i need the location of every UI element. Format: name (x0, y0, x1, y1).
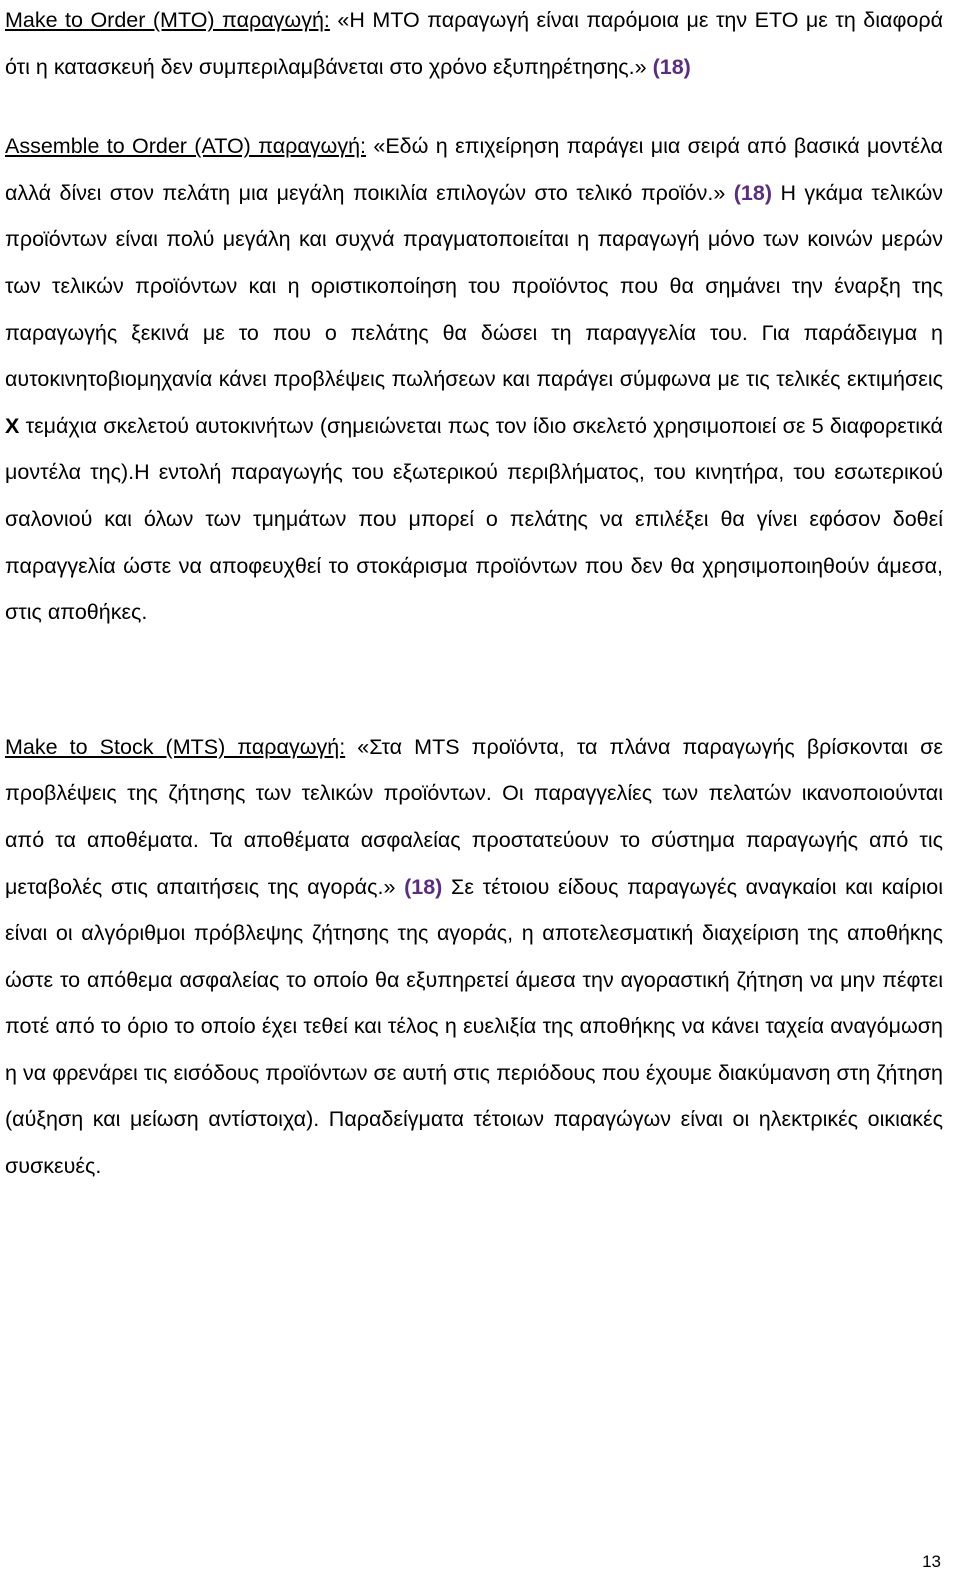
variable-x: Χ (5, 413, 20, 438)
body-ato-part2: τεμάχια σκελετού αυτοκινήτων (σημειώνεται πως τον ίδιο σκελετό χρησιμοποιεί σε 5 διαφορετικά μοντέλα της).Η εντολή παραγωγής του εξωτερικού περιβλήματος, του κινητήρα, του εσωτερικού σαλονιού και όλων των τμημάτων που μπορεί ο πελάτης να επιλέξει θα γίνει εφόσον δοθεί παραγγελία ώστε να αποφευχθεί το στοκάρισμα προϊόντων που δεν θα χρησιμοποιηθούν άμεσα, στις αποθήκες. (5, 413, 943, 625)
quote-ato: «Εδώ η επιχείρηση παράγει μια σειρά από βασικά μοντέλα αλλά δίνει στον πελάτη μια μεγάλη ποικιλία επιλογών στο τελικό προϊόν.» (5, 134, 943, 205)
paragraph-mts (5, 724, 943, 1190)
quote-mts: «Στα MTS προϊόντα, τα πλάνα παραγωγής βρίσκονται σε προβλέψεις της ζήτησης των τελικών προϊόντων. Οι παραγγελίες των πελατών ικανοποιούνται από τα αποθέματα. Τα αποθέματα ασφαλείας προστατεύουν το σύστημα παραγωγής από τις μεταβολές στις απαιτήσεις της αγοράς.» (5, 734, 943, 899)
paragraph-mto (5, 0, 943, 90)
term-mto: Make to Order (MTO) παραγωγή: (5, 8, 330, 32)
term-mts: Make to Stock (MTS) παραγωγή: (5, 734, 346, 759)
quote-mto: «Η ΜΤΟ παραγωγή είναι παρόμοια με την ΕΤΟ με τη διαφορά ότι η κατασκευή δεν συμπεριλαμβάνεται στο χρόνο εξυπηρέτησης.» (5, 8, 944, 79)
paragraph-ato (5, 123, 943, 636)
page-number: 13 (922, 1552, 941, 1571)
term-ato: Assemble to Order (ATO) παραγωγή: (5, 134, 367, 159)
citation-mts: (18) (395, 874, 443, 899)
citation-ato: (18) (725, 180, 772, 205)
citation-mto: (18) (646, 54, 691, 79)
body-ato-part1: Η γκάμα τελικών προϊόντων είναι πολύ μεγάλη και συχνά πραγματοποιείται η παραγωγή μόνο των κοινών μερών των τελικών προϊόντων και η οριστικοποίηση του προϊόντος που θα σημάνει την έναρξη της παραγωγής ξεκινά με το που ο πελάτης θα δώσει τη παραγγελία του. Για παράδειγμα η αυτοκινητοβιομηχανία κάνει προβλέψεις πωλήσεων και παράγει σύμφωνα με τις τελικές εκτιμήσεις (5, 180, 944, 392)
document-page (5, 0, 943, 1190)
body-mts: Σε τέτοιου είδους παραγωγές αναγκαίοι και καίριοι είναι οι αλγόριθμοι πρόβλεψης ζήτησης της αγοράς, η αποτελεσματική διαχείριση της αποθήκης ώστε το απόθεμα ασφαλείας το οποίο θα εξυπηρετεί άμεσα την αγοραστική ζήτηση να μην πέφτει ποτέ από το όριο το οποίο έχει τεθεί και τέλος η ευελιξία της αποθήκης να κάνει ταχεία αναγόμωση η να φρενάρει τις εισόδους προϊόντων σε αυτή στις περιόδους που έχουμε διακύμανση στη ζήτηση (αύξηση και μείωση αντίστοιχα). Παραδείγματα τέτοιων παραγώγων είναι οι ηλεκτρικές οικιακές συσκευές. (5, 874, 943, 1179)
